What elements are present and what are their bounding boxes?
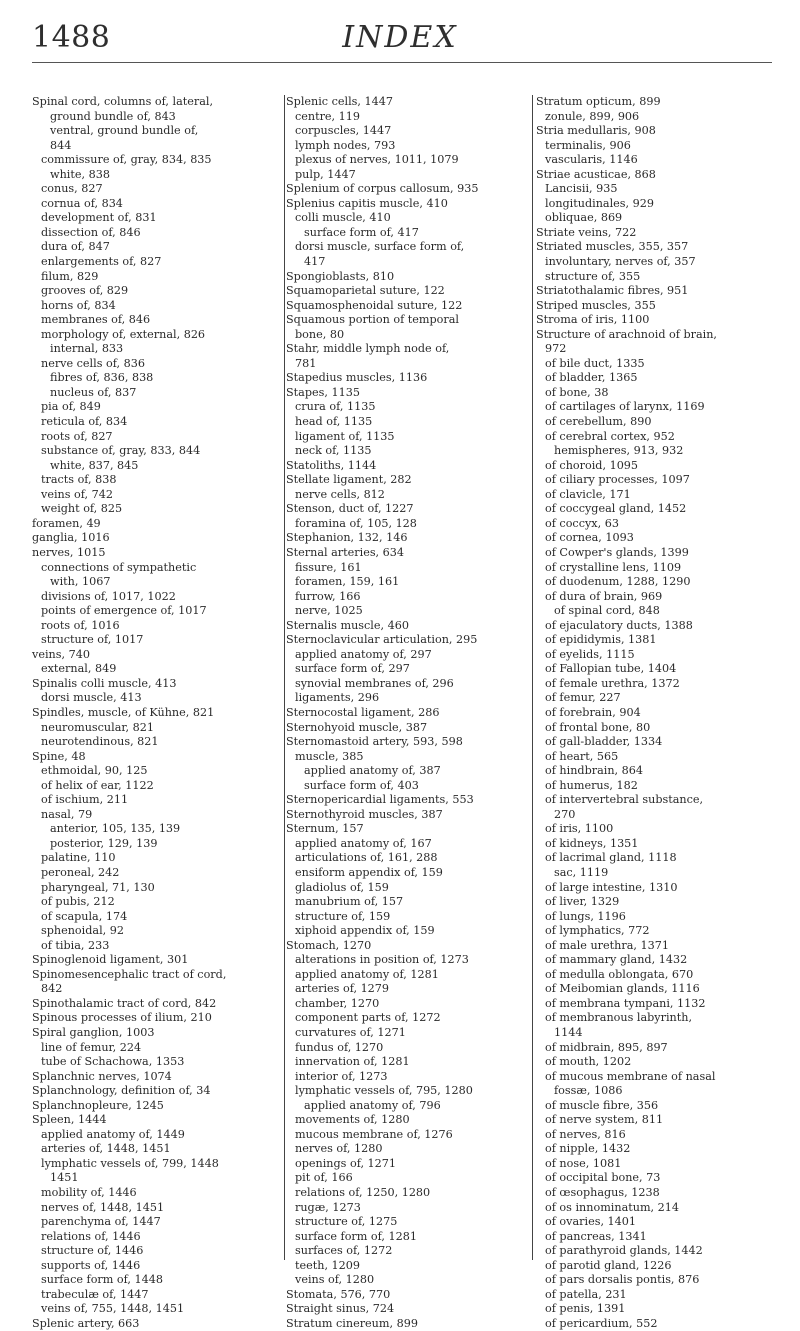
- index-entry: pharyngeal, 71, 130: [41, 880, 155, 894]
- index-entry: substance of, gray, 833, 844: [41, 444, 201, 458]
- index-entry: neurotendinous, 821: [41, 735, 159, 749]
- index-entry: of Meibomian glands, 1116: [545, 982, 700, 996]
- index-entry: roots of, 1016: [41, 618, 120, 632]
- index-entry: of œsophagus, 1238: [545, 1186, 660, 1200]
- index-entry: of nipple, 1432: [545, 1142, 631, 1156]
- index-entry: 270: [554, 807, 576, 821]
- index-entry: obliquae, 869: [545, 211, 623, 225]
- index-entry: neck of, 1135: [295, 444, 372, 458]
- index-entry: hemispheres, 913, 932: [554, 444, 684, 458]
- index-entry: Sternocostal ligament, 286: [286, 705, 440, 719]
- index-entry: interior of, 1273: [295, 1069, 388, 1083]
- page-number: 1488: [32, 20, 111, 55]
- index-entry: alterations in position of, 1273: [295, 953, 469, 967]
- index-entry: of clavicle, 171: [545, 487, 631, 501]
- index-entry: of cartilages of larynx, 1169: [545, 400, 705, 414]
- index-entry: synovial membranes of, 296: [295, 676, 454, 690]
- index-entry: furrow, 166: [295, 589, 361, 603]
- index-entry: of choroid, 1095: [545, 458, 639, 472]
- index-entry: lymphatic vessels of, 795, 1280: [295, 1084, 473, 1098]
- index-entry: chamber, 1270: [295, 996, 380, 1010]
- index-entry: of spinal cord, 848: [554, 604, 660, 618]
- index-entry: centre, 119: [295, 109, 361, 123]
- index-entry: filum, 829: [41, 269, 99, 283]
- index-entry: Spinalis colli muscle, 413: [32, 676, 177, 690]
- index-entry: arteries of, 1279: [295, 982, 390, 996]
- index-entry: Splenium of corpus callosum, 935: [286, 182, 479, 196]
- index-entry: of midbrain, 895, 897: [545, 1040, 668, 1054]
- index-entry: of mammary gland, 1432: [545, 953, 688, 967]
- index-entry: bone, 80: [295, 327, 345, 341]
- index-entry: fissure, 161: [295, 560, 362, 574]
- index-entry: Statoliths, 1144: [286, 458, 377, 472]
- index-entry: palatine, 110: [41, 851, 116, 865]
- index-entry: ganglia, 1016: [32, 531, 110, 545]
- index-entry: of membranous labyrinth,: [545, 1011, 693, 1025]
- index-entry: curvatures of, 1271: [295, 1026, 406, 1039]
- index-entry: Spinomesencephalic tract of cord,: [32, 967, 227, 981]
- index-entry: of cerebellum, 890: [545, 415, 652, 429]
- index-entry: internal, 833: [50, 342, 124, 356]
- index-entry: nasal, 79: [41, 807, 93, 821]
- index-entry: Squamosphenoidal suture, 122: [286, 298, 463, 312]
- index-entry: nerve cells of, 836: [41, 356, 145, 370]
- index-entry: of mucous membrane of nasal: [545, 1069, 716, 1083]
- index-entry: nerves, 1015: [32, 545, 106, 559]
- index-entry: horns of, 834: [41, 298, 116, 312]
- index-entry: Straight sinus, 724: [286, 1302, 395, 1316]
- index-entry: of Cowper's glands, 1399: [545, 545, 689, 559]
- index-entry: commissure of, gray, 834, 835: [41, 153, 212, 167]
- index-entry: arteries of, 1448, 1451: [41, 1142, 171, 1156]
- index-entry: reticula of, 834: [41, 415, 128, 429]
- index-entry: zonule, 899, 906: [545, 109, 640, 123]
- index-entry: of penis, 1391: [545, 1302, 626, 1316]
- index-entry: of parathyroid glands, 1442: [545, 1244, 703, 1258]
- index-entry: relations of, 1250, 1280: [295, 1186, 431, 1200]
- index-entry: Spinoglenoid ligament, 301: [32, 953, 189, 967]
- index-column-3: [536, 95, 776, 1330]
- index-entry: of liver, 1329: [545, 895, 620, 909]
- index-entry: of cornea, 1093: [545, 531, 634, 545]
- index-entry: of nerves, 816: [545, 1127, 626, 1141]
- index-entry: of lacrimal gland, 1118: [545, 851, 677, 865]
- index-entry: Sternalis muscle, 460: [286, 618, 409, 632]
- index-entry: 842: [41, 982, 63, 996]
- index-entry: applied anatomy of, 1449: [41, 1127, 185, 1141]
- index-entry: foramen, 49: [32, 516, 101, 530]
- index-entry: Spinous processes of ilium, 210: [32, 1011, 212, 1025]
- index-entry: pulp, 1447: [295, 167, 356, 181]
- index-entry: Stapes, 1135: [286, 385, 360, 399]
- index-entry: of lungs, 1196: [545, 909, 626, 923]
- index-entry: Lancisii, 935: [545, 182, 618, 196]
- index-entry: applied anatomy of, 387: [304, 764, 441, 778]
- index-entry: conus, 827: [41, 182, 103, 196]
- index-entry: weight of, 825: [41, 502, 123, 516]
- index-entry: tracts of, 838: [41, 473, 117, 487]
- index-entry: of femur, 227: [545, 691, 621, 705]
- index-entry: lymph nodes, 793: [295, 138, 396, 152]
- index-entry: fundus of, 1270: [295, 1040, 384, 1054]
- index-entry: anterior, 105, 135, 139: [50, 822, 181, 836]
- index-entry: of parotid gland, 1226: [545, 1258, 672, 1272]
- index-entry: lymphatic vessels of, 799, 1448: [41, 1156, 219, 1170]
- index-entry: Stahr, middle lymph node of,: [286, 342, 450, 356]
- index-entry: ethmoidal, 90, 125: [41, 764, 148, 778]
- index-entry: structure of, 1017: [41, 633, 144, 647]
- index-entry: of mouth, 1202: [545, 1055, 632, 1069]
- index-entry: pia of, 849: [41, 400, 101, 414]
- index-entry: ventral, ground bundle of,: [50, 124, 199, 138]
- index-entry: Sternum, 157: [286, 822, 364, 836]
- index-entry: of membrana tympani, 1132: [545, 996, 706, 1010]
- index-entry: corpuscles, 1447: [295, 124, 392, 138]
- index-entry: enlargements of, 827: [41, 255, 162, 269]
- index-entry: 1451: [50, 1171, 79, 1185]
- index-entry: Splenius capitis muscle, 410: [286, 196, 448, 210]
- index-entry: pit of, 166: [295, 1171, 353, 1185]
- index-entry: cornua of, 834: [41, 196, 123, 210]
- index-entry: of forebrain, 904: [545, 705, 641, 719]
- index-entry: mucous membrane of, 1276: [295, 1127, 453, 1141]
- index-entry: Structure of arachnoid of brain,: [536, 327, 717, 341]
- index-entry: peroneal, 242: [41, 865, 120, 879]
- index-entry: of pars dorsalis pontis, 876: [545, 1273, 700, 1287]
- index-entry: plexus of nerves, 1011, 1079: [295, 153, 459, 167]
- index-entry: nerve cells, 812: [295, 487, 385, 501]
- index-entry: applied anatomy of, 167: [295, 836, 432, 850]
- index-entry: Stratum cinereum, 899: [286, 1316, 418, 1330]
- index-entry: neuromuscular, 821: [41, 720, 154, 734]
- index-entry: openings of, 1271: [295, 1156, 397, 1170]
- index-entry: mobility of, 1446: [41, 1186, 137, 1200]
- index-entry: Stomata, 576, 770: [286, 1287, 391, 1301]
- index-entry: of tibia, 233: [41, 938, 110, 952]
- index-entry: applied anatomy of, 297: [295, 647, 432, 661]
- index-entry: nerve, 1025: [295, 604, 363, 618]
- index-entry: Striatothalamic fibres, 951: [536, 284, 689, 298]
- index-entry: Spine, 48: [32, 749, 86, 763]
- index-entry: applied anatomy of, 1281: [295, 967, 439, 981]
- index-entry: muscle, 385: [295, 749, 364, 763]
- index-entry: Squamoparietal suture, 122: [286, 284, 445, 298]
- index-entry: dura of, 847: [41, 240, 110, 254]
- index-entry: morphology of, external, 826: [41, 327, 206, 341]
- index-entry: development of, 831: [41, 211, 157, 225]
- index-entry: of bone, 38: [545, 385, 609, 399]
- index-entry: Sternohyoid muscle, 387: [286, 720, 428, 734]
- index-entry: Spindles, muscle, of Kühne, 821: [32, 705, 215, 719]
- index-entry: foramina of, 105, 128: [295, 516, 417, 530]
- index-entry: of frontal bone, 80: [545, 720, 651, 734]
- index-entry: trabeculæ of, 1447: [41, 1287, 149, 1301]
- index-entry: Splenic artery, 663: [32, 1316, 140, 1330]
- index-entry: Spinothalamic tract of cord, 842: [32, 996, 217, 1010]
- index-entry: longitudinales, 929: [545, 196, 654, 210]
- index-entry: supports of, 1446: [41, 1258, 141, 1272]
- index-entry: fossæ, 1086: [554, 1084, 623, 1098]
- index-entry: of muscle fibre, 356: [545, 1098, 659, 1112]
- index-entry: of nerve system, 811: [545, 1113, 664, 1127]
- index-entry: involuntary, nerves of, 357: [545, 255, 696, 269]
- index-entry: structure of, 1446: [41, 1244, 144, 1258]
- index-entry: articulations of, 161, 288: [295, 851, 438, 865]
- index-entry: 781: [295, 356, 317, 370]
- running-head: INDEX: [342, 20, 458, 55]
- index-entry: surface form of, 1448: [41, 1273, 163, 1287]
- index-entry: movements of, 1280: [295, 1113, 410, 1127]
- index-entry: Stria medullaris, 908: [536, 124, 656, 138]
- index-entry: of ciliary processes, 1097: [545, 473, 690, 487]
- index-entry: innervation of, 1281: [295, 1055, 410, 1069]
- index-entry: gladiolus of, 159: [295, 880, 389, 894]
- index-entry: membranes of, 846: [41, 313, 151, 327]
- index-entry: of lymphatics, 772: [545, 924, 650, 938]
- index-entry: Stomach, 1270: [286, 938, 372, 952]
- index-entry: sphenoidal, 92: [41, 924, 125, 938]
- index-entry: relations of, 1446: [41, 1229, 141, 1243]
- index-entry: rugæ, 1273: [295, 1200, 361, 1214]
- index-entry: foramen, 159, 161: [295, 575, 400, 589]
- index-entry: of crystalline lens, 1109: [545, 560, 682, 574]
- index-entry: nerves of, 1280: [295, 1142, 383, 1156]
- index-entry: of pericardium, 552: [545, 1316, 658, 1330]
- index-entry: of female urethra, 1372: [545, 676, 680, 690]
- index-entry: roots of, 827: [41, 429, 113, 443]
- index-entry: surface form of, 1281: [295, 1229, 417, 1243]
- index-entry: of humerus, 182: [545, 778, 638, 792]
- index-entry: veins, 740: [32, 647, 90, 661]
- index-entry: Striae acusticae, 868: [536, 167, 656, 181]
- index-entry: Spinal cord, columns of, lateral,: [32, 95, 214, 108]
- index-entry: white, 837, 845: [50, 458, 139, 472]
- index-entry: parenchyma of, 1447: [41, 1215, 161, 1229]
- index-entry: of male urethra, 1371: [545, 938, 669, 952]
- index-entry: 844: [50, 138, 72, 152]
- index-entry: of epididymis, 1381: [545, 633, 657, 647]
- index-entry: of large intestine, 1310: [545, 880, 678, 894]
- index-entry: of os innominatum, 214: [545, 1200, 680, 1214]
- index-entry: veins of, 1280: [295, 1273, 375, 1287]
- index-entry: of helix of ear, 1122: [41, 778, 154, 792]
- index-entry: of coccygeal gland, 1452: [545, 502, 687, 516]
- index-entry: external, 849: [41, 662, 117, 676]
- index-entry: of duodenum, 1288, 1290: [545, 575, 691, 589]
- index-entry: of iris, 1100: [545, 822, 614, 836]
- index-entry: surface form of, 403: [304, 778, 419, 792]
- index-entry: nerves of, 1448, 1451: [41, 1200, 165, 1214]
- index-entry: structure of, 159: [295, 909, 391, 923]
- index-entry: Squamous portion of temporal: [286, 313, 460, 327]
- index-entry: fibres of, 836, 838: [50, 371, 154, 385]
- index-entry: of kidneys, 1351: [545, 836, 639, 850]
- index-column-1: [32, 95, 285, 1330]
- index-entry: dorsi muscle, surface form of,: [295, 240, 465, 254]
- index-entry: teeth, 1209: [295, 1258, 361, 1272]
- index-entry: surface form of, 417: [304, 225, 419, 239]
- index-entry: Stapedius muscles, 1136: [286, 371, 428, 385]
- index-entry: of occipital bone, 73: [545, 1171, 661, 1185]
- index-entry: 972: [545, 342, 567, 356]
- index-entry: surfaces of, 1272: [295, 1244, 393, 1258]
- header-rule: [32, 62, 772, 63]
- index-entry: line of femur, 224: [41, 1040, 142, 1054]
- index-entry: colli muscle, 410: [295, 211, 391, 225]
- index-entry: with, 1067: [50, 575, 111, 589]
- index-entry: Sternopericardial ligaments, 553: [286, 793, 474, 807]
- index-entry: ligaments, 296: [295, 691, 380, 705]
- index-entry: of cerebral cortex, 952: [545, 429, 675, 443]
- index-entry: tube of Schachowa, 1353: [41, 1055, 185, 1069]
- index-entry: connections of sympathetic: [41, 560, 197, 574]
- index-entry: surface form of, 297: [295, 662, 410, 676]
- index-entry: of patella, 231: [545, 1287, 627, 1301]
- index-entry: Stellate ligament, 282: [286, 473, 412, 487]
- index-entry: sac, 1119: [554, 865, 609, 879]
- index-entry: structure of, 1275: [295, 1215, 398, 1229]
- index-entry: of medulla oblongata, 670: [545, 967, 694, 981]
- index-entry: ligament of, 1135: [295, 429, 395, 443]
- index-entry: veins of, 742: [41, 487, 113, 501]
- index-column-2: [286, 95, 533, 1330]
- index-entry: Splanchnology, definition of, 34: [32, 1084, 211, 1098]
- index-entry: Stenson, duct of, 1227: [286, 502, 414, 516]
- index-entry: ensiform appendix of, 159: [295, 865, 443, 879]
- index-entry: 417: [304, 255, 326, 269]
- index-entry: of ischium, 211: [41, 793, 129, 807]
- index-entry: of ejaculatory ducts, 1388: [545, 618, 693, 632]
- index-entry: Stratum opticum, 899: [536, 95, 661, 108]
- index-entry: divisions of, 1017, 1022: [41, 589, 176, 603]
- index-entry: Spongioblasts, 810: [286, 269, 395, 283]
- index-entry: of pancreas, 1341: [545, 1229, 647, 1243]
- index-entry: of Fallopian tube, 1404: [545, 662, 677, 676]
- index-entry: veins of, 755, 1448, 1451: [41, 1302, 185, 1316]
- index-entry: dissection of, 846: [41, 225, 141, 239]
- index-entry: Spleen, 1444: [32, 1113, 107, 1127]
- index-entry: Stephanion, 132, 146: [286, 531, 408, 545]
- index-entry: manubrium of, 157: [295, 895, 404, 909]
- index-entry: Striped muscles, 355: [536, 298, 656, 312]
- index-entry: Splanchnopleure, 1245: [32, 1098, 164, 1112]
- index-entry: of nose, 1081: [545, 1156, 622, 1170]
- index-entry: applied anatomy of, 796: [304, 1098, 441, 1112]
- index-entry: of bladder, 1365: [545, 371, 638, 385]
- index-entry: of bile duct, 1335: [545, 356, 645, 370]
- index-entry: Striated muscles, 355, 357: [536, 240, 689, 254]
- index-entry: Stroma of iris, 1100: [536, 313, 650, 327]
- index-entry: Sternomastoid artery, 593, 598: [286, 735, 463, 749]
- index-entry: of hindbrain, 864: [545, 764, 644, 778]
- index-entry: of scapula, 174: [41, 909, 128, 923]
- index-entry: Striate veins, 722: [536, 225, 637, 239]
- index-entry: white, 838: [50, 167, 110, 181]
- index-entry: terminalis, 906: [545, 138, 631, 152]
- index-entry: of dura of brain, 969: [545, 589, 663, 603]
- index-entry: Splenic cells, 1447: [286, 95, 393, 108]
- index-entry: head of, 1135: [295, 415, 373, 429]
- index-entry: of ovaries, 1401: [545, 1215, 637, 1229]
- index-entry: vascularis, 1146: [545, 153, 638, 167]
- index-entry: Sternoclavicular articulation, 295: [286, 633, 478, 647]
- index-entry: crura of, 1135: [295, 400, 376, 414]
- index-entry: structure of, 355: [545, 269, 641, 283]
- index-entry: of coccyx, 63: [545, 516, 619, 530]
- index-entry: of heart, 565: [545, 749, 619, 763]
- index-entry: ground bundle of, 843: [50, 109, 176, 123]
- index-entry: of pubis, 212: [41, 895, 115, 909]
- index-entry: of gall-bladder, 1334: [545, 735, 663, 749]
- index-entry: points of emergence of, 1017: [41, 604, 207, 618]
- index-entry: of eyelids, 1115: [545, 647, 635, 661]
- index-entry: Sternal arteries, 634: [286, 545, 405, 559]
- index-entry: Splanchnic nerves, 1074: [32, 1069, 172, 1083]
- index-entry: Spiral ganglion, 1003: [32, 1026, 155, 1039]
- index-entry: 1144: [554, 1026, 583, 1039]
- index-entry: nucleus of, 837: [50, 385, 137, 399]
- index-entry: posterior, 129, 139: [50, 836, 158, 850]
- index-entry: xiphoid appendix of, 159: [295, 924, 435, 938]
- index-entry: of intervertebral substance,: [545, 793, 704, 807]
- index-entry: Sternothyroid muscles, 387: [286, 807, 443, 821]
- index-entry: component parts of, 1272: [295, 1011, 441, 1025]
- index-entry: grooves of, 829: [41, 284, 129, 298]
- index-entry: dorsi muscle, 413: [41, 691, 142, 705]
